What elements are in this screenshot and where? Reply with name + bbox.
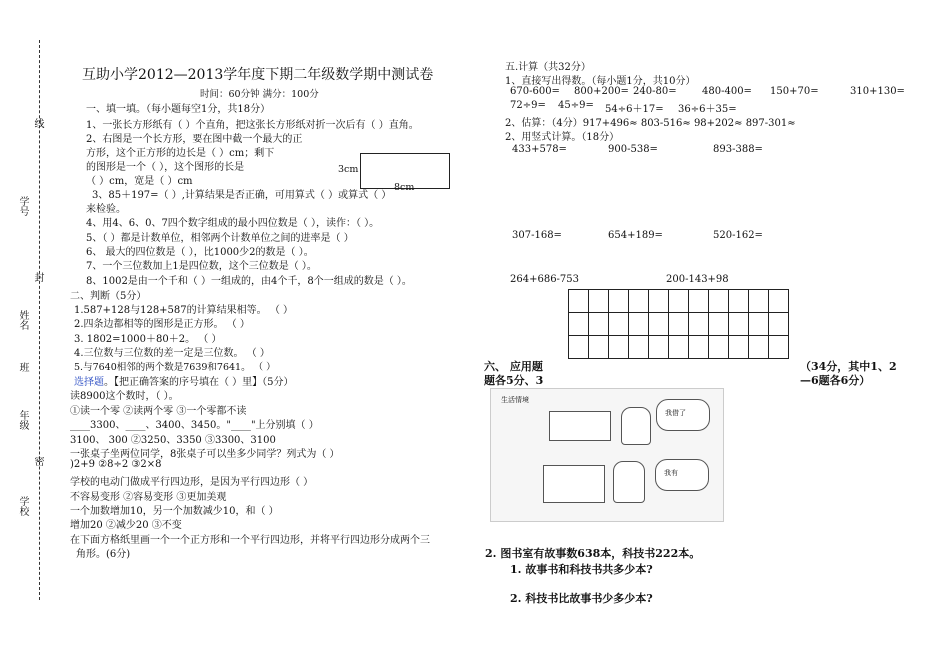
exam-title: 互助小学2012—2013学年度下期二年级数学期中测试卷 — [82, 67, 434, 83]
s1-q8: 8、1002是由一个千和（ ）一组成的，由4个千，8个一组成的数是（ ）。 — [86, 276, 412, 287]
calc-45-9: 45÷9= — [558, 100, 594, 111]
s1-q3-line1: 3、85＋197=（ ）,计算结果是否正确，可用算式（ ）或算式（ ） — [92, 190, 392, 201]
vertical-900-538: 900-538= — [608, 144, 658, 155]
s5-sub1: 1、直接写出得数。（每小题1分，共10分） — [505, 76, 696, 87]
vertical-200-143-98: 200-143+98 — [666, 274, 729, 285]
s2-q1: 1.587+128与128+587的计算结果相等。 （ ） — [74, 305, 294, 316]
rectangle-length-label: 8cm — [394, 182, 415, 193]
s6-heading-a: 六、 应用题 — [484, 360, 543, 373]
s3-q2-options: 3100、 300 ②3250、3350 ③3300、3100 — [70, 435, 276, 446]
s1-q6: 6、 最大的四位数是（ ），比1000少2的数是（ ）。 — [86, 247, 314, 258]
person-shape — [621, 407, 651, 445]
s6-heading-d: —6题各6分） — [800, 374, 871, 387]
s1-q3-line2: 来检验。 — [86, 204, 126, 215]
calc-480-400: 480-400= — [702, 86, 752, 97]
s3-q3: 一张桌子坐两位同学，8张桌子可以坐多少同学？列式为（ ） — [70, 449, 340, 460]
s2-heading: 二、判断（5分） — [70, 291, 147, 302]
calc-72-9: 72÷9= — [510, 100, 546, 111]
s1-heading: 一、填一填。（每小题每空1分，共18分） — [86, 104, 271, 115]
calc-310-130: 310+130= — [850, 86, 905, 97]
vertical-893-388: 893-388= — [713, 144, 763, 155]
s4-line1: 在下面方格纸里画一个一个正方形和一个平行四边形，并将平行四边形分成两个三 — [70, 535, 430, 546]
binding-label-seal: 封 — [32, 272, 43, 282]
binding-label-secret: 密 — [32, 456, 43, 466]
s1-q1: 1、一张长方形纸有（ ）个直角，把这张长方形纸对折一次后有（ ）直角。 — [86, 120, 419, 131]
binding-label-line: 线 — [32, 118, 43, 128]
s4-line2: 角形。(6分) — [76, 549, 131, 560]
s1-q7: 7、一个三位数加上1是四位数，这个三位数是（ ）。 — [86, 261, 317, 272]
binding-label-student-id: 学号 — [17, 196, 28, 216]
s1-q4: 4、用4、6、0、7四个数字组成的最小四位数是（ ），读作：（ ）。 — [86, 218, 380, 229]
grid-paper — [568, 289, 789, 359]
calc-54-6-17: 54÷6＋17= — [605, 104, 664, 115]
s1-q2-line4: （ ）cm，宽是（ ）cm — [86, 176, 193, 187]
s3-q4-options: 不容易变形 ②容易变形 ③更加美观 — [70, 492, 227, 503]
vertical-520-162: 520-162= — [713, 230, 763, 241]
s2-q3: 3. 1802=1000＋80＋2。 （ ） — [74, 334, 222, 345]
vertical-433-578: 433+578= — [512, 144, 567, 155]
bookshelf-shape-2 — [543, 465, 605, 503]
s6-q2: 2. 图书室有故事数638本，科技书222本。 — [485, 547, 701, 560]
s1-q2-line1: 2、右图是一个长方形，要在图中截一个最大的正 — [86, 134, 303, 145]
s6-q2-part2: 2. 科技书比故事书少多少本? — [510, 592, 653, 605]
s6-q2-part1: 1. 故事书和科技书共多少本? — [510, 563, 653, 576]
s3-q1-options: ①读一个零 ②读两个零 ③一个零都不读 — [70, 406, 247, 417]
person-shape-2 — [613, 461, 645, 503]
s3-heading-label: 选择题 — [74, 377, 104, 388]
speech-bubble — [656, 399, 710, 431]
s3-q5: 一个加数增加10，另一个加数减少10，和（ ） — [70, 506, 279, 517]
s5-sub3: 2、用竖式计算。（18分） — [505, 132, 620, 143]
s3-q4: 学校的电动门做成平行四边形，是因为平行四边形（ ） — [70, 477, 314, 488]
rectangle-width-label: 3cm — [338, 164, 359, 175]
s1-q2-line2: 方形，这个正方形的边长是（ ）cm；剩下 — [86, 148, 275, 159]
illustration-caption: 生活情境 — [501, 396, 529, 404]
s2-q2: 2.四条边都相等的图形是正方形。 （ ） — [74, 319, 250, 330]
s1-q5: 5、（ ）都是计数单位，相邻两个计数单位之间的进率是（ ） — [86, 233, 354, 244]
s5-estimation: 2、估算：（4分）917+496≈ 803-516≈ 98+202≈ 897-301≈ — [505, 118, 796, 129]
s6-heading-b: 题各5分、3 — [484, 374, 544, 387]
s2-q4: 4.三位数与三位数的差一定是三位数。 （ ） — [74, 348, 270, 359]
bookshelf-shape — [549, 411, 611, 441]
binding-label-name: 姓名 — [17, 310, 28, 330]
s1-q2-line3: 的图形是一个（ ），这个图形的长是 — [86, 162, 245, 173]
calc-36-6-35: 36÷6＋35= — [678, 104, 737, 115]
speech-bubble-2 — [655, 459, 709, 491]
binding-label-grade: 年级 — [17, 410, 28, 430]
exam-meta: 时间：60分钟 满分：100分 — [200, 89, 319, 100]
word-problem-illustration — [490, 388, 724, 522]
s3-heading — [74, 373, 294, 388]
binding-label-school: 学校 — [17, 496, 28, 516]
s2-q5: 5.与7640相邻的两个数是7639和7641。 （ ） — [74, 362, 276, 373]
s3-q3-options: )2+9 ②8÷2 ③2×8 — [70, 459, 162, 470]
s3-q2: ____3300、____、3400、3450。"____"上分别填（ ） — [70, 420, 319, 431]
s3-q5-options: 增加20 ②减少20 ③不变 — [70, 520, 182, 531]
calc-800-200: 800+200= — [574, 86, 629, 97]
speech-bubble-2-text: 我有 — [664, 469, 678, 477]
speech-bubble-text: 我借了 — [665, 409, 686, 417]
vertical-264-686-753: 264+686-753 — [510, 274, 580, 285]
calc-240-80: 240-80= — [633, 86, 677, 97]
vertical-654-189: 654+189= — [608, 230, 663, 241]
s3-q1: 读8900这个数时，（ ）。 — [70, 391, 179, 402]
vertical-307-168: 307-168= — [512, 230, 562, 241]
s6-heading-c: （34分，其中1、2 — [800, 360, 897, 373]
binding-label-class: 班 — [17, 362, 28, 372]
calc-670-600: 670-600= — [510, 86, 560, 97]
s5-heading: 五.计算（共32分） — [505, 62, 591, 73]
calc-150-70: 150+70= — [770, 86, 819, 97]
s3-heading-rest: 。【把正确答案的序号填在（ ）里】（5分） — [104, 377, 294, 388]
